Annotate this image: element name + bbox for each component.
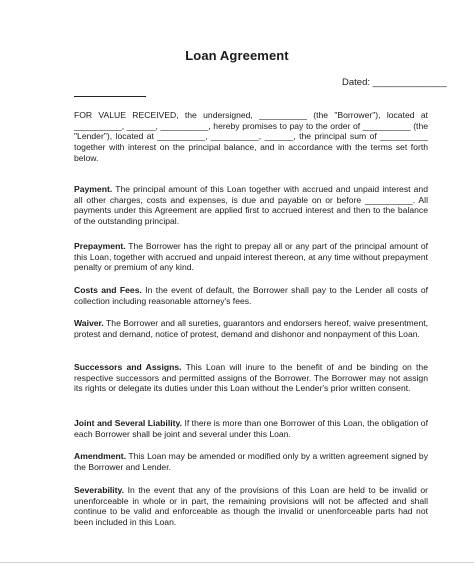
section-amendment <box>74 451 428 472</box>
document-title: Loan Agreement <box>185 48 289 63</box>
section-intro <box>74 110 428 164</box>
section-text: In the event that any of the provisions of this Loan are held to be invalid or unenforceable in whole or in part, the remaining provisions will not be affected and shall continue to be valid and enforceable as though the invalid or unenforceable parts had not been included in this Loan. <box>74 485 428 528</box>
section-prepayment <box>74 241 428 273</box>
section-text: In the event of default, the Borrower shall pay to the Lender all costs of collection including reasonable attorney's fees. <box>74 285 429 306</box>
section-waiver <box>74 318 428 339</box>
section-payment <box>74 184 428 227</box>
section-heading: Waiver. <box>74 318 104 328</box>
section-text: If there is more than one Borrower of this Loan, the obligation of each Borrower shall be joint and several under this Loan. <box>74 418 428 439</box>
section-joint-and-several-liability <box>74 418 428 439</box>
section-text: This Loan will inure to the benefit of and be binding on the respective successors and permitted assigns of the Borrower. The Borrower may not assign its rights or delegate its duties under this Loan without the Lender's prior written consent. <box>74 362 428 394</box>
section-costs-and-fees <box>74 285 428 306</box>
section-heading: Amendment. <box>74 451 127 461</box>
section-heading: Joint and Several Liability. <box>74 418 182 428</box>
section-heading: Prepayment. <box>74 241 126 251</box>
section-heading: Successors and Assigns. <box>74 362 182 372</box>
page-bottom-divider <box>0 562 474 563</box>
section-text: The Borrower and all sureties, guarantors and endorsers hereof, waive presentment, protest and demand, notice of protest, demand and dishonor and nonpayment of this Loan. <box>74 318 428 339</box>
section-heading: Payment. <box>74 184 113 194</box>
section-text: FOR VALUE RECEIVED, the undersigned, __________ (the "Borrower"), located at __________, ______, __________, hereby promises to pay to the order of __________ (the "Lender"), located at __________, __________, ______, the principal sum of __________ together with interest on the principal balance, and in accordance with the terms set forth below. <box>74 110 428 163</box>
section-text: The principal amount of this Loan together with accrued and unpaid interest and all other charges, costs and expenses, is due and payable on or before __________. All payments under this Agreement are applied first to accrued interest and then to the balance of the outstanding principal. <box>74 184 428 227</box>
section-heading: Costs and Fees. <box>74 285 142 295</box>
section-successors-and-assigns <box>74 362 428 394</box>
section-text: The Borrower has the right to prepay all or any part of the principal amount of this Loan, together with accrued and unpaid interest thereon, at any time without prepayment penalty or premium of any kind. <box>74 241 428 273</box>
section-text: This Loan may be amended or modified only by a written agreement signed by the Borrower and Lender. <box>74 451 428 472</box>
dated-line: Dated: ______________ <box>342 77 447 88</box>
section-severability <box>74 485 428 528</box>
signature-blank <box>74 96 146 97</box>
section-heading: Severability. <box>74 485 124 495</box>
